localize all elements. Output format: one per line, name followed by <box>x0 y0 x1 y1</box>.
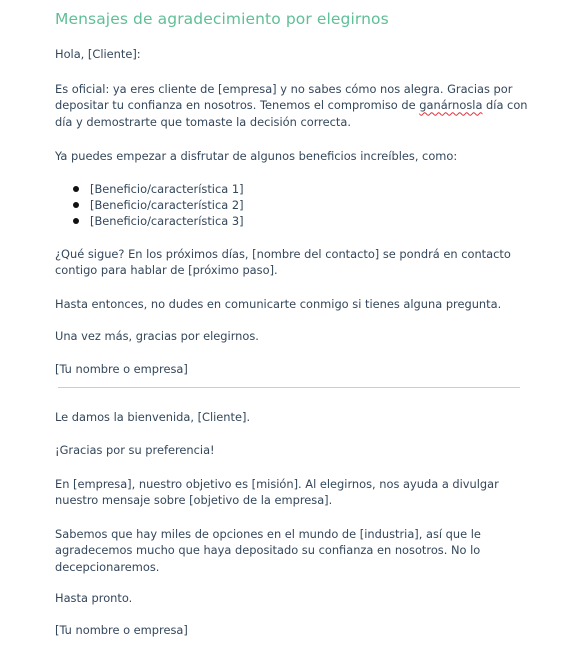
page-title: Mensajes de agradecimiento por elegirnos <box>55 10 389 28</box>
letter2-mission: En [empresa], nuestro objetivo es [misión]. Al elegirnos, nos ayuda a divulgar nuestro mensaje sobre [objetivo de la empresa]. <box>55 477 499 508</box>
list-item <box>55 213 244 229</box>
bullet-icon <box>73 186 79 192</box>
letter1-intro <box>55 81 530 130</box>
bullet-icon <box>73 202 79 208</box>
benefits-list <box>55 181 244 230</box>
letter2-signature: [Tu nombre o empresa] <box>55 623 188 637</box>
letter1-intro-before: Es oficial: ya eres cliente de [empresa] y no sabes cómo nos alegra. Gracias por depositar tu confianza en nosotros. Tenemos el compromiso de <box>55 82 513 113</box>
letter1-intro-after: día con día y demostrarte que tomaste la decisión correcta. <box>55 98 528 129</box>
section-divider <box>58 387 520 388</box>
list-item <box>55 197 244 213</box>
letter1-signature: [Tu nombre o empresa] <box>55 362 188 376</box>
letter2-thanks: ¡Gracias por su preferencia! <box>55 443 215 457</box>
benefit-label: [Beneficio/característica 1] <box>90 182 244 196</box>
letter2-options: Sabemos que hay miles de opciones en el mundo de [industria], así que le agradecemos mucho que haya depositado su confianza en nosotros. No lo decepcionaremos. <box>55 527 481 574</box>
benefit-label: [Beneficio/característica 2] <box>90 198 244 213</box>
letter2-farewell: Hasta pronto. <box>55 591 133 605</box>
letter1-greeting: Hola, [Cliente]: <box>55 47 141 61</box>
list-item <box>55 181 244 197</box>
letter2-welcome: Le damos la bienvenida, [Cliente]. <box>55 410 251 424</box>
letter1-next-steps: ¿Qué sigue? En los próximos días, [nombre del contacto] se pondrá en contacto contigo para hablar de [próximo paso]. <box>55 247 511 278</box>
spellcheck-flagged-word[interactable]: ganárnosla <box>419 98 483 113</box>
bullet-icon <box>73 218 79 224</box>
benefit-label: [Beneficio/característica 3] <box>90 214 244 229</box>
letter1-thanks: Una vez más, gracias por elegirnos. <box>55 329 259 343</box>
letter1-benefits-lead: Ya puedes empezar a disfrutar de algunos beneficios increíbles, como: <box>55 149 458 163</box>
letter1-questions: Hasta entonces, no dudes en comunicarte conmigo si tienes alguna pregunta. <box>55 297 502 311</box>
